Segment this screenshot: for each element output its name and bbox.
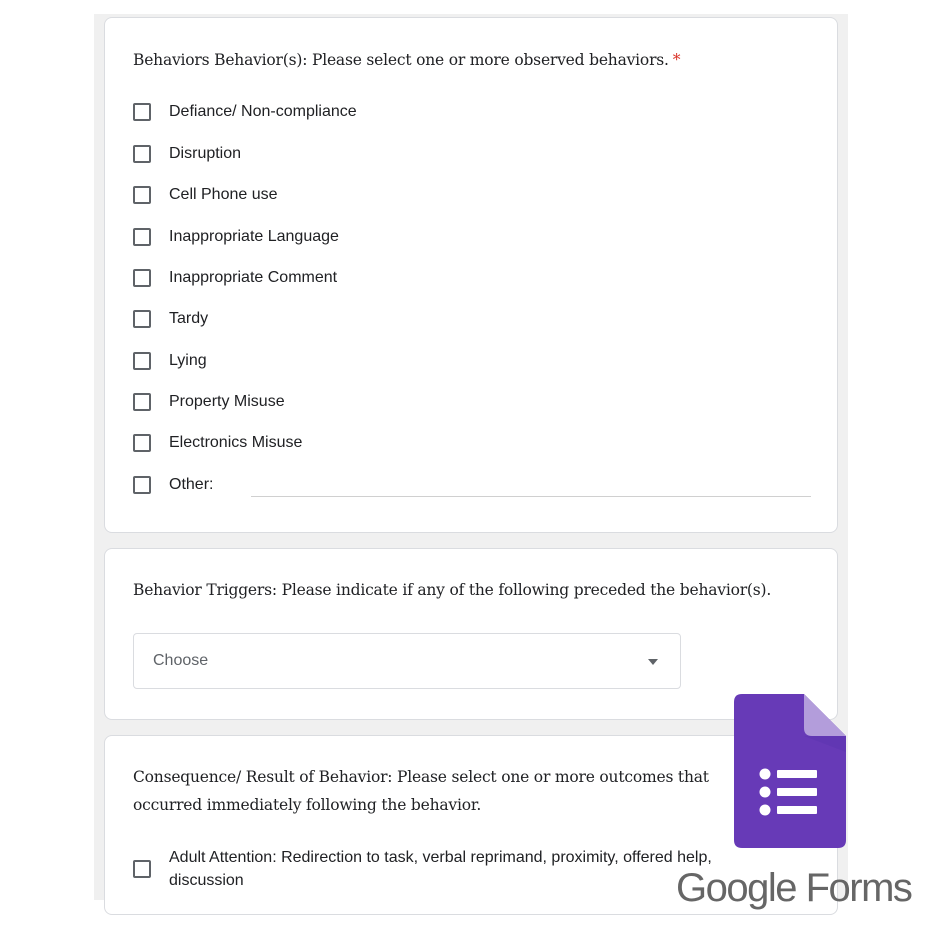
checkbox-label: Lying (169, 352, 207, 369)
google-forms-icon (734, 694, 846, 848)
checkbox-option[interactable] (133, 846, 769, 892)
question-card-behaviors (104, 17, 838, 533)
dropdown-select[interactable] (133, 633, 681, 689)
checkbox-option[interactable] (133, 142, 241, 166)
checkbox[interactable] (133, 145, 151, 163)
checkbox[interactable] (133, 310, 151, 328)
checkbox-label: Disruption (169, 145, 242, 162)
checkbox[interactable] (133, 269, 151, 287)
checkbox-label: Other: (169, 476, 214, 493)
checkbox-option[interactable] (133, 307, 208, 331)
checkbox-label: Adult Attention: Redirection to task, verbal reprimand, proximity, offered help, discussion (169, 849, 712, 889)
checkbox-option[interactable] (133, 390, 285, 414)
checkbox[interactable] (133, 352, 151, 370)
question-title: Consequence/ Result of Behavior: Please select one or more outcomes that occurred immediately following the behavior. (133, 768, 709, 814)
checkbox[interactable] (133, 103, 151, 121)
checkbox[interactable] (133, 228, 151, 246)
checkbox[interactable] (133, 860, 151, 878)
checkbox-option[interactable] (133, 349, 207, 373)
checkbox-label: Defiance/ Non-compliance (169, 103, 357, 120)
dropdown-value: Choose (153, 652, 209, 669)
checkbox-option-other[interactable] (133, 473, 213, 497)
checkbox[interactable] (133, 476, 151, 494)
google-forms-logo-text: Google Forms (676, 866, 912, 910)
checkbox-option[interactable] (133, 225, 339, 249)
checkbox-option[interactable] (133, 431, 302, 455)
checkbox-label: Electronics Misuse (169, 434, 303, 451)
dropdown-arrow-icon (648, 659, 658, 665)
checkbox[interactable] (133, 434, 151, 452)
question-card-triggers (104, 548, 838, 720)
required-asterisk: * (672, 51, 681, 69)
checkbox-label: Tardy (169, 310, 209, 327)
checkbox[interactable] (133, 393, 151, 411)
checkbox-option[interactable] (133, 100, 357, 124)
question-title (133, 46, 813, 74)
checkbox-label: Cell Phone use (169, 186, 278, 203)
checkbox-label: Inappropriate Language (169, 228, 339, 245)
other-text-input[interactable] (251, 496, 811, 497)
checkbox-label: Property Misuse (169, 393, 285, 410)
question-title: Behavior Triggers: Please indicate if any of the following preceded the behavior(s). (133, 581, 772, 599)
checkbox-option[interactable] (133, 183, 278, 207)
checkbox-label: Inappropriate Comment (169, 269, 338, 286)
question-title-text: Behaviors Behavior(s): Please select one or more observed behaviors. (133, 51, 669, 69)
checkbox-option[interactable] (133, 266, 337, 290)
checkbox[interactable] (133, 186, 151, 204)
